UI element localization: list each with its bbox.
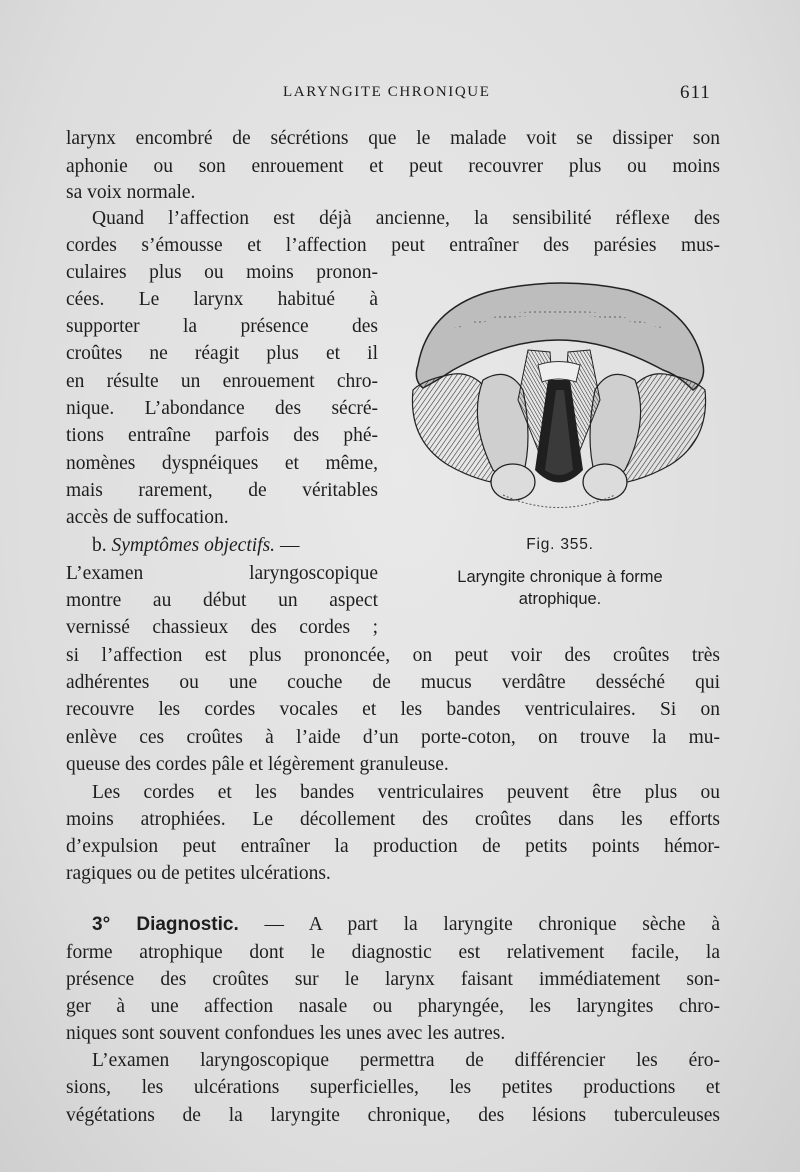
text-line: d’expulsion peut entraîner la production de petits points hémor-: [66, 836, 720, 857]
section-heading-line: [92, 533, 378, 559]
text-line: sions, les ulcérations superficielles, les petites productions et: [66, 1077, 720, 1098]
text-line: moins atrophiées. Le décollement des croûtes dans les efforts: [66, 809, 720, 830]
text-line: en résulte un enrouement chro-: [66, 371, 378, 392]
text-line: montre au début un aspect: [66, 590, 378, 611]
text-line: vernissé chassieux des cordes ;: [66, 617, 378, 638]
section-title: Symptômes objectifs.: [111, 535, 276, 556]
text-line: présence des croûtes sur le larynx faisant immédiatement son-: [66, 969, 720, 990]
text-line: queuse des cordes pâle et légèrement granuleuse.: [66, 754, 449, 775]
text-line: L’examen laryngoscopique: [66, 563, 378, 584]
larynx-illustration: [408, 270, 710, 520]
text-line: végétations de la laryngite chronique, des lésions tuberculeuses: [66, 1105, 720, 1126]
text-line: nique. L’abondance des sécré-: [66, 398, 378, 419]
section-letter: b.: [92, 535, 112, 556]
running-header: [0, 84, 800, 108]
text-line: cées. Le larynx habitué à: [66, 289, 378, 310]
figure-caption-line: Laryngite chronique à forme: [457, 568, 663, 586]
figure-caption-line: atrophique.: [518, 590, 602, 608]
diagnostic-text: — A part la laryngite chronique sèche à: [238, 914, 720, 935]
section-heading-diagnostic: 3° Diagnostic.: [92, 914, 239, 935]
text-line: si l’affection est plus prononcée, on peut voir des croûtes très: [66, 645, 720, 666]
text-line: accès de suffocation.: [66, 507, 229, 528]
text-line: Les cordes et les bandes ventriculaires peuvent être plus ou: [92, 782, 720, 803]
text-line: nomènes dyspnéiques et même,: [66, 453, 378, 474]
text-line: mais rarement, de véritables: [66, 480, 378, 501]
text-line: croûtes ne réagit plus et il: [66, 343, 378, 364]
text-line: enlève ces croûtes à l’aide d’un porte-coton, on trouve la mu-: [66, 727, 720, 748]
figure-label: Fig. 355.: [526, 536, 594, 553]
text-line: larynx encombré de sécrétions que le malade voit se dissiper son: [66, 128, 720, 149]
dash: —: [275, 535, 300, 556]
text-line: niques sont souvent confondues les unes avec les autres.: [66, 1023, 506, 1044]
diagnostic-heading-line: [92, 912, 720, 938]
text-line: ger à une affection nasale ou pharyngée, les laryngites chro-: [66, 996, 720, 1017]
text-line: aphonie ou son enrouement et peut recouvrer plus ou moins: [66, 156, 720, 177]
text-line: forme atrophique dont le diagnostic est relativement facile, la: [66, 942, 720, 963]
text-line: Quand l’affection est déjà ancienne, la sensibilité réflexe des: [92, 208, 720, 229]
text-line: L’examen laryngoscopique permettra de différencier les éro-: [92, 1050, 720, 1071]
text-line: cordes s’émousse et l’affection peut entraîner des parésies mus-: [66, 235, 720, 256]
figure-caption: [410, 566, 710, 610]
text-line: recouvre les cordes vocales et les bandes ventriculaires. Si on: [66, 699, 720, 720]
text-line: sa voix normale.: [66, 182, 196, 203]
text-line: ragiques ou de petites ulcérations.: [66, 863, 331, 884]
running-title: LARYNGITE CHRONIQUE: [283, 84, 491, 100]
text-line: tions entraîne parfois des phé-: [66, 425, 378, 446]
text-line: supporter la présence des: [66, 316, 378, 337]
page-number: 611: [680, 82, 711, 103]
text-line: culaires plus ou moins pronon-: [66, 262, 378, 283]
text-line: adhérentes ou une couche de mucus verdâtre desséché qui: [66, 672, 720, 693]
